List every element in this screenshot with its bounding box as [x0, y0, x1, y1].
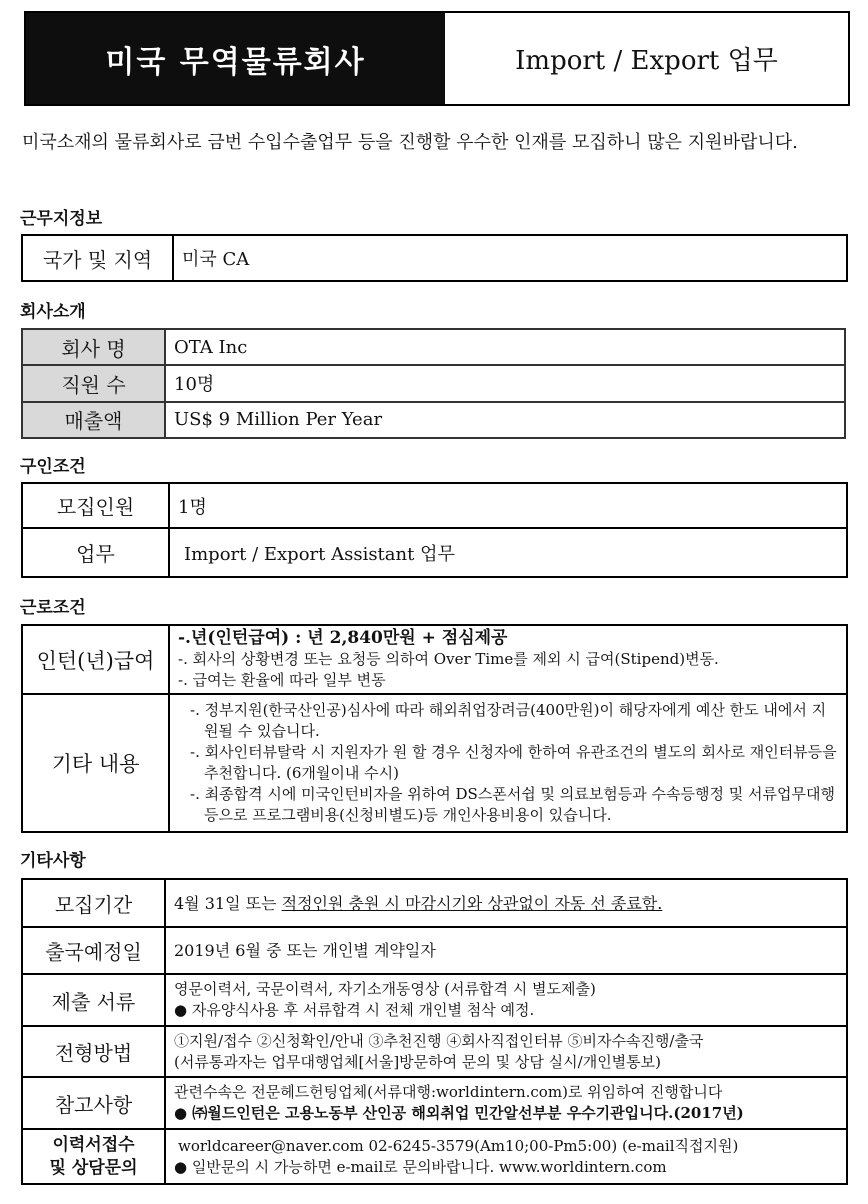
contact-email-line: worldcareer@naver.com 02-6245-3579(Am10;00-Pm5:00) (e-mail직접지원): [178, 1136, 739, 1155]
depart-value: 2019년 6월 중 또는 개인별 계약일자: [165, 927, 847, 974]
note-value: [165, 1077, 847, 1129]
other-line: -. 최종합격 시에 미국인턴비자을 위하여 DS스폰서쉽 및 의료보험등과 수속등행정 및 서류업무대행등으로 프로그램비용(신청비별도)등 개인사용비용이 있습니다.: [190, 785, 835, 824]
page-subtitle: Import / Export 업무: [515, 46, 778, 76]
other-line: -. 정부지원(한국산인공)심사에 따라 해외취업장려금(400만원)이 해당자에게 예산 한도 내에서 지원될 수 있습니다.: [190, 701, 827, 740]
table-label: 매출액: [22, 402, 165, 438]
contact-value: [165, 1129, 847, 1184]
table-value: 미국 CA: [173, 235, 847, 281]
process-value: [165, 1026, 847, 1077]
contact-label-line: 및 상담문의: [49, 1157, 138, 1178]
table-row: [22, 879, 847, 927]
docs-line: 영문이력서, 국문이력서, 자기소개동영상 (서류합격 시 별도제출): [174, 980, 596, 998]
table-value: Import / Export Assistant 업무: [169, 528, 847, 577]
section-heading-misc: 기타사항: [20, 851, 86, 871]
period-underline: 적정인원 충원 시 마감시기와 상관없이 자동 선 종료함.: [281, 893, 663, 913]
table-label: 국가 및 지역: [22, 235, 173, 281]
table-value: 10명: [165, 365, 845, 401]
other-details: [169, 694, 847, 832]
page-title: 미국 무역물류회사: [26, 13, 445, 104]
salary-details: [169, 625, 847, 694]
salary-line: -. 회사의 상황변경 또는 요청등 의하여 Over Time를 제외 시 급여(Stipend)변동.: [178, 650, 719, 668]
section-heading-company: 회사소개: [20, 302, 86, 322]
work-location-table: [21, 234, 848, 282]
table-label: 기타 내용: [22, 694, 169, 832]
table-label: 업무: [22, 528, 169, 577]
salary-line: -. 급여는 환율에 따라 일부 변동: [178, 671, 386, 689]
period-prefix: 4월 31일 또는: [174, 893, 282, 913]
company-table: [21, 328, 846, 439]
note-line: 관련수속은 전문헤드헌팅업체(서류대행:worldintern.com)로 위임하여 진행합니다: [174, 1083, 723, 1101]
table-row: [22, 1077, 847, 1129]
process-line: ①지원/접수 ②신청확인/안내 ③추천진행 ④회사직접인터뷰 ⑤비자수속진행/출국: [174, 1031, 704, 1050]
docs-value: [165, 974, 847, 1026]
table-label: 출국예정일: [22, 927, 165, 974]
section-heading-hiring: 구인조건: [20, 457, 86, 477]
hiring-table: [21, 482, 848, 578]
table-row: [22, 402, 845, 438]
contact-label: [22, 1129, 165, 1184]
table-value: OTA Inc: [165, 329, 845, 365]
misc-table: [21, 878, 848, 1185]
conditions-table: [21, 624, 848, 833]
period-value: [165, 879, 847, 927]
docs-line: ● 자유양식사용 후 서류합격 시 전체 개인별 첨삭 예정.: [174, 1001, 535, 1019]
contact-label-line: 이력서접수: [52, 1134, 135, 1155]
header-banner: [24, 11, 850, 106]
table-row: [22, 1026, 847, 1077]
table-label: 인턴(년)급여: [22, 625, 169, 694]
salary-main-line: -.년(인턴급여) : 년 2,840만원 + 점심제공: [178, 628, 508, 648]
section-heading-work-location: 근무지정보: [20, 209, 103, 229]
table-row: [22, 927, 847, 974]
table-row: [22, 235, 847, 281]
table-row: [22, 365, 845, 401]
intro-text: 미국소재의 물류회사로 금번 수입수출업무 등을 진행할 우수한 인재를 모집하니 많은 지원바랍니다.: [22, 132, 798, 153]
other-line: -. 회사인터뷰탈락 시 지원자가 원 할 경우 신청자에 한하여 유관조건의 별도의 회사로 재인터뷰등을 추천합니다. (6개월이내 수시): [190, 743, 837, 782]
process-line: (서류통과자는 업무대행업체[서울]방문하여 문의 및 상담 실시/개인별통보): [174, 1052, 662, 1071]
table-label: 전형방법: [22, 1026, 165, 1077]
table-row: [22, 625, 847, 694]
table-value: 1명: [169, 483, 847, 528]
table-value: US$ 9 Million Per Year: [165, 402, 845, 438]
table-row: [22, 528, 847, 577]
table-label: 제출 서류: [22, 974, 165, 1026]
table-label: 모집인원: [22, 483, 169, 528]
section-heading-conditions: 근로조건: [20, 598, 86, 618]
table-label: 참고사항: [22, 1077, 165, 1129]
table-row: [22, 974, 847, 1026]
note-line-bold: ● ㈜월드인턴은 고용노동부 산인공 해외취업 민간알선부분 우수기관입니다.(2017년): [174, 1104, 744, 1122]
table-row: [22, 329, 845, 365]
table-label: 회사 명: [22, 329, 165, 365]
table-row: [22, 694, 847, 832]
table-row: [22, 1129, 847, 1184]
table-row: [22, 483, 847, 528]
contact-line: ● 일반문의 시 가능하면 e-mail로 문의바랍니다. www.worldintern.com: [174, 1157, 667, 1176]
table-label: 모집기간: [22, 879, 165, 927]
table-label: 직원 수: [22, 365, 165, 401]
